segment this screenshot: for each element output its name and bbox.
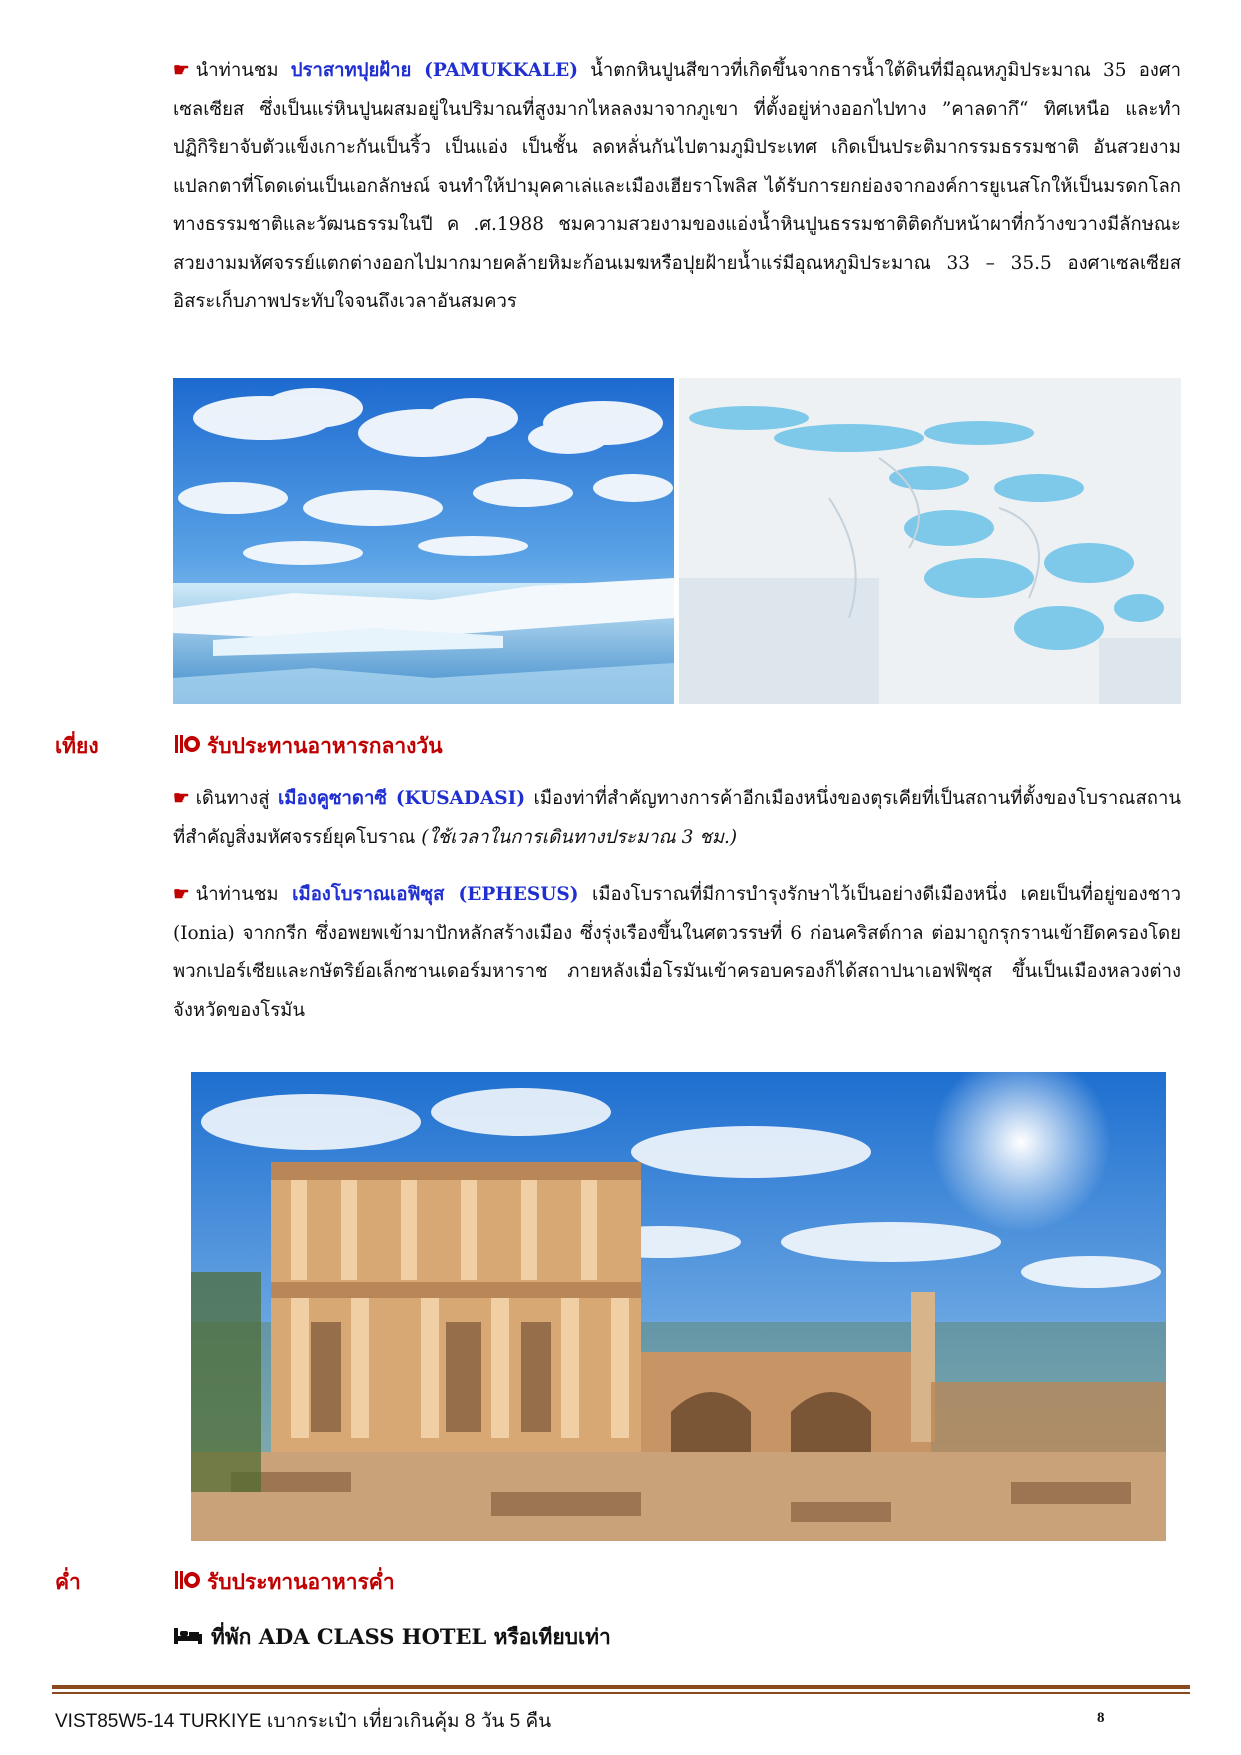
dinner-time-label: ค่ำ bbox=[55, 1569, 81, 1594]
pointing-hand-icon: ☛ bbox=[173, 60, 190, 81]
pamukkale-description: น้ำตกหินปูนสีขาวที่เกิดขึ้นจากธารน้ำใต้ดินที่มีอุณหภูมิประมาณ 35 องศาเซลเซียส ซึ่งเป็นแร่หินปูนผสมอยู่ในปริมาณที่สูงมากไหลลงมาจากภูเขา ที่ตั้งอยู่ห่างออกไปทาง ”คาลดากึ“ ทิศเหนือ และทำปฏิกิริยาจับตัวแข็งเกาะกันเป็นริ้ว เป็นแอ่ง เป็นชั้น ลดหลั่นกันไปตามภูมิประเทศ เกิดเป็นประติมากรรมธรรมชาติ อันสวยงามแปลกตาที่โดดเด่นเป็นเอกลักษณ์ จนทำให้ปามุคคาเล่และเมืองเฮียราโพลิส ได้รับการยกย่องจากองค์การยูเนสโกให้เป็นมรดกโลกทางธรรมชาติและวัฒนธรรมในปี ค .ศ.1988 ชมความสวยงามของแอ่งน้ำหินปูนธรรมชาติติดกับหน้าผาที่กว้างขวางมีลักษณะสวยงามมหัศจรรย์แตกต่างออกไปมากมายคล้ายหิมะก้อนเมฆหรือปุยฝ้ายน้ำแร่มีอุณหภูมิประมาณ 33 – 35.5 องศาเซลเซียส อิสระเก็บภาพประทับใจจนถึงเวลาอันสมควร bbox=[173, 60, 1181, 312]
ephesus-description: เมืองโบราณที่มีการบำรุงรักษาไว้เป็นอย่างดีเมืองหนึ่ง เคยเป็นที่อยู่ของชาว (Ionia) จากกรีก ซึ่งอพยพเข้ามาปักหลักสร้างเมือง ซึ่งรุ่งเรืองขึ้นในศตวรรษที่ 6 ก่อนคริสต์กาล ต่อมาถูกรุกรานเข้ายึดครองโดยพวกเปอร์เซียและกษัตริย์อเล็กซานเดอร์มหาราช ภายหลังเมื่อโรมันเข้าครอบครองก็ได้สถาปนาเอฟฟิซุส ขึ้นเป็นเมืองหลวงต่างจังหวัดของโรมัน bbox=[173, 884, 1181, 1021]
fork-knife-icon bbox=[173, 1569, 201, 1596]
pamukkale-sky-photo bbox=[173, 378, 674, 704]
kusadasi-paragraph bbox=[173, 780, 1181, 857]
dinner-line bbox=[173, 1566, 395, 1599]
kusadasi-place-name: เมืองคูซาดาซี (KUSADASI) bbox=[277, 788, 526, 809]
kusadasi-intro: เดินทางสู่ bbox=[195, 788, 270, 809]
footer-divider-thin bbox=[52, 1692, 1190, 1694]
pamukkale-paragraph bbox=[173, 52, 1181, 322]
ephesus-library-photo bbox=[191, 1072, 1166, 1541]
pamukkale-terraces-photo bbox=[679, 378, 1181, 704]
hotel-text: ที่พัก ADA CLASS HOTEL หรือเทียบเท่า bbox=[211, 1624, 611, 1649]
dinner-text: รับประทานอาหารค่ำ bbox=[207, 1569, 395, 1594]
page-number: 8 bbox=[1097, 1710, 1105, 1726]
ephesus-intro: นำท่านชม bbox=[195, 884, 279, 905]
lunch-time-label: เที่ยง bbox=[55, 733, 99, 758]
footer-program-title: VIST85W5-14 TURKIYE เบากระเป๋า เที่ยวเกินคุ้ม 8 วัน 5 คืน bbox=[55, 1711, 552, 1732]
ephesus-place-name: เมืองโบราณเอฟิซุส (EPHESUS) bbox=[292, 884, 579, 905]
lunch-line bbox=[173, 730, 443, 763]
lunch-text: รับประทานอาหารกลางวัน bbox=[207, 733, 443, 758]
bed-icon bbox=[173, 1624, 203, 1651]
footer-divider bbox=[52, 1685, 1190, 1689]
fork-knife-icon bbox=[173, 733, 201, 760]
ephesus-paragraph bbox=[173, 876, 1181, 1030]
pamukkale-intro: นำท่านชม bbox=[195, 60, 279, 81]
kusadasi-description: เมืองท่าที่สำคัญทางการค้าอีกเมืองหนึ่งของตุรเคียที่เป็นสถานที่ตั้งของโบราณสถานที่สำคัญสิ่งมหัศจรรย์ยุคโบราณ bbox=[173, 788, 1181, 848]
pointing-hand-icon: ☛ bbox=[173, 884, 190, 905]
pamukkale-place-name: ปราสาทปุยฝ้าย (PAMUKKALE) bbox=[290, 60, 579, 81]
pointing-hand-icon: ☛ bbox=[173, 788, 190, 809]
travel-time-note: (ใช้เวลาในการเดินทางประมาณ 3 ชม.) bbox=[421, 826, 738, 848]
hotel-line bbox=[173, 1621, 611, 1654]
